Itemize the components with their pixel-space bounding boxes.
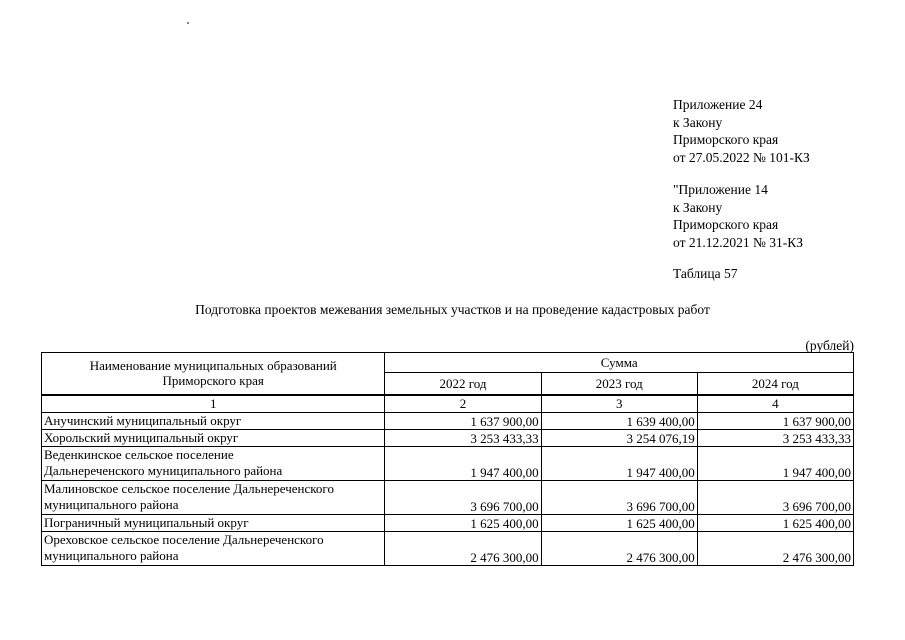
column-number: 2 [385,395,541,413]
attachment-line: от 21.12.2021 № 31-КЗ [673,234,803,250]
header-year-2024: 2024 год [697,373,853,395]
municipality-name [42,447,385,481]
column-number: 4 [697,395,853,413]
table-row [42,430,854,447]
table-number: Таблица 57 [673,266,738,281]
value-2024: 3 253 433,33 [697,430,853,447]
header-name-cell [42,353,385,395]
column-number: 3 [541,395,697,413]
table-row [42,481,854,515]
value-2022: 1 947 400,00 [385,447,541,481]
value-2022: 3 696 700,00 [385,481,541,515]
name-line: Хорольский муниципальный округ [44,430,239,445]
attachment-block-current [673,96,810,166]
name-line: Дальнереченского муниципального района [44,462,283,478]
units-label: (рублей) [805,338,854,353]
column-number: 1 [42,395,385,413]
attachment-line: от 27.05.2022 № 101-КЗ [673,149,810,165]
municipality-name [42,413,385,430]
municipality-name [42,430,385,447]
attachment-line: "Приложение 14 [673,182,768,197]
table-row [42,413,854,430]
attachment-block-original [673,181,803,251]
attachment-line: Приморского края [673,217,779,232]
column-number-row [42,395,854,413]
name-line: Анучинский муниципальный округ [44,413,242,428]
header-year-2023: 2023 год [541,373,697,395]
value-2024: 1 625 400,00 [697,515,853,532]
value-2023: 1 947 400,00 [541,447,697,481]
name-line: Ореховское сельское поселение Дальнереченского [44,532,324,547]
value-2022: 3 253 433,33 [385,430,541,447]
municipality-name [42,481,385,515]
name-line: муниципального района [44,547,179,563]
name-line: муниципального района [44,496,179,512]
value-2023: 1 639 400,00 [541,413,697,430]
header-year-2022: 2022 год [385,373,541,395]
attachment-line: к Закону [673,114,723,130]
value-2023: 1 625 400,00 [541,515,697,532]
header-name-line: Наименование муниципальных образований [89,357,337,373]
value-2023: 3 254 076,19 [541,430,697,447]
name-line: Пограничный муниципальный округ [44,515,249,530]
value-2022: 1 637 900,00 [385,413,541,430]
table-row [42,447,854,481]
table-row [42,515,854,532]
value-2024: 1 947 400,00 [697,447,853,481]
value-2024: 2 476 300,00 [697,532,853,566]
value-2024: 3 696 700,00 [697,481,853,515]
table-row [42,532,854,566]
municipality-name [42,515,385,532]
attachment-line: Приморского края [673,132,779,147]
value-2023: 3 696 700,00 [541,481,697,515]
value-2022: 1 625 400,00 [385,515,541,532]
header-name-line: Приморского края [162,373,264,389]
attachment-line: к Закону [673,199,723,215]
scan-speck [187,22,189,24]
value-2022: 2 476 300,00 [385,532,541,566]
value-2024: 1 637 900,00 [697,413,853,430]
municipality-name [42,532,385,566]
name-line: Веденкинское сельское поселение [44,447,234,462]
header-sum-cell: Сумма [385,353,854,373]
budget-table [41,352,854,566]
document-title: Подготовка проектов межевания земельных участков и на проведение кадастровых работ [195,302,710,317]
name-line: Малиновское сельское поселение Дальнереченского [44,481,334,496]
attachment-line: Приложение 24 [673,97,763,112]
value-2023: 2 476 300,00 [541,532,697,566]
